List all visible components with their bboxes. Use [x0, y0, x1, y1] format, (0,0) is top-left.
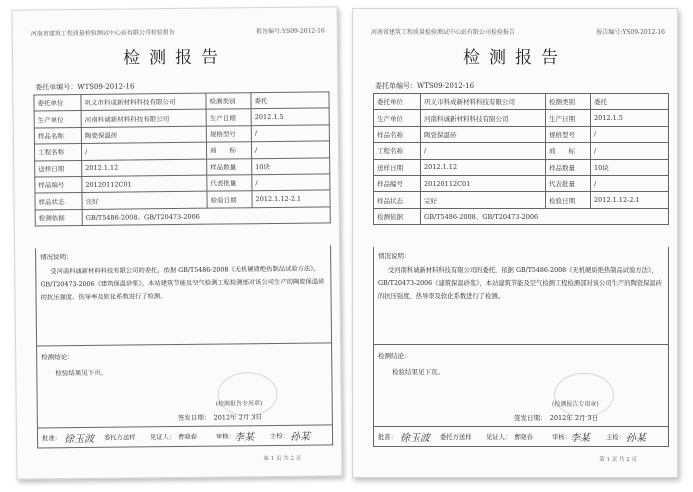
description-section	[35, 245, 332, 346]
info-table	[33, 91, 330, 226]
field-label: 检测类别	[206, 93, 251, 110]
report-number: 报告编号:YS09-2012-16	[596, 29, 665, 36]
field-label: 样品状态	[35, 193, 82, 210]
field-label: 生产日期	[206, 109, 251, 126]
audit-signature: 李某	[233, 432, 255, 444]
audit-label: 审核：	[552, 434, 571, 441]
field-value: 完好	[82, 192, 207, 210]
field-value: /	[591, 175, 669, 191]
field-label: 代表批量	[546, 175, 591, 191]
info-row	[374, 159, 669, 175]
field-value: 陶瓷保温砖	[421, 126, 546, 142]
field-label: 样品状态	[374, 192, 421, 208]
field-value: 2012.1.12-2.1	[252, 190, 330, 207]
description-text: 受河南科诚新材料科技有限公司的委托，依据 GB/T5486-2008《无机硬质绝热制品试验方法》、GB/T20473-2006《建筑保温砂浆》，本站建筑节能及空气检测工程检测部对该公司生产的陶瓷保温砖的抗压强度、热导率及软化系数进行了检测。	[378, 267, 662, 300]
conclusion-label: 检测结论：	[41, 353, 74, 362]
witness-label: 见证人：	[150, 434, 176, 442]
report-sheet-right	[352, 8, 678, 478]
field-value: 2012.1.12	[421, 159, 546, 175]
field-value: 2012.1.5	[251, 108, 329, 125]
field-label: 代表批量	[207, 175, 252, 192]
report-title: 检测报告	[463, 48, 567, 68]
page-footer: 第 1 页 共 2 页	[599, 457, 637, 463]
witness-name: 曹晓春	[178, 433, 197, 441]
field-label: 样品数量	[546, 159, 591, 175]
field-label: 样品编号	[374, 175, 421, 191]
field-value: 陶瓷保温砖	[81, 126, 206, 144]
check-label: 主检：	[606, 434, 625, 441]
basis-row	[374, 208, 669, 224]
client-label: 委托方送样	[104, 434, 136, 442]
info-row	[374, 126, 669, 142]
entrust-number: 委托单编号：WTS09-2012-16	[375, 82, 475, 90]
description-text: 受河南科诚新材料科技有限公司的委托，依据 GB/T5486-2008《无机硬质绝热制品试验方法》、GB/T20473-2006《建筑保温砂浆》，本站建筑节能及空气检测工程检测部对该公司生产的陶瓷保温砖的抗压强度、热导率及软化系数进行了检测。	[40, 265, 325, 302]
description-section	[373, 247, 669, 345]
check-label: 主检：	[269, 432, 289, 441]
field-label: 生产日期	[546, 110, 591, 126]
field-label: 样品名称	[34, 127, 81, 144]
field-label: 工程名称	[34, 144, 81, 161]
info-row	[374, 94, 669, 110]
field-value: 完好	[421, 192, 546, 208]
basis-value: GB/T5486-2008、GB/T20473-2006	[82, 207, 330, 226]
conclusion-section	[36, 343, 333, 428]
field-label: 生产单位	[34, 111, 81, 128]
report-header-left: 河南省建筑工程质量检验测试中心站有限公司检验报告	[371, 29, 516, 36]
field-label: 检验日期	[207, 191, 252, 208]
info-row	[374, 175, 669, 191]
field-value: 河南科诚新材料科技有限公司	[421, 110, 546, 126]
conclusion-label: 检测结论：	[378, 352, 411, 360]
field-value: 10块	[591, 159, 669, 175]
field-label: 商 标	[546, 143, 591, 159]
report-number: 报告编号:YS09-2012-16	[256, 27, 325, 36]
client-label: 委托方送样	[440, 434, 472, 441]
field-value: 2012.1.5	[591, 110, 669, 126]
field-value: 河南科诚新材料科技有限公司	[81, 110, 206, 128]
field-label: 检验日期	[546, 192, 591, 208]
stamp-seal	[554, 373, 614, 417]
check-signature: 孙某	[626, 433, 646, 444]
field-value: /	[421, 143, 546, 159]
field-label: 检测类别	[546, 94, 591, 110]
approve-label: 批准：	[42, 435, 61, 443]
info-table	[373, 93, 669, 225]
field-label: 送样日期	[374, 159, 421, 175]
page-footer: 第 1 页 共 2 页	[263, 455, 302, 463]
field-value: 巩义市科成新材料科技有限公司	[421, 94, 546, 110]
stamp-seal	[217, 372, 277, 417]
field-value: 20120112C01	[421, 175, 546, 191]
field-value: /	[252, 174, 330, 191]
stamp-caption: (检测报告专用章)	[215, 400, 263, 408]
field-label: 委托单位	[374, 94, 421, 110]
report-sheet-left	[12, 6, 343, 479]
field-value: 2012.1.12-2.1	[591, 192, 669, 208]
field-label: 工程名称	[374, 143, 421, 159]
field-label: 样品编号	[35, 176, 82, 193]
description-label: 情况说明：	[40, 253, 73, 262]
field-label: 规格型号	[546, 126, 591, 142]
basis-row	[35, 207, 330, 226]
approve-label: 批准：	[378, 434, 397, 441]
audit-signature: 李某	[570, 433, 590, 444]
field-label: 送样日期	[35, 160, 82, 177]
field-value: 委托	[251, 92, 329, 109]
field-value: /	[81, 142, 206, 160]
report-title: 检测报告	[122, 47, 228, 69]
info-row	[374, 192, 669, 208]
field-value: 20120112C01	[82, 175, 207, 193]
audit-label: 审核：	[215, 433, 235, 441]
issue-date: 签发日期： 2012年 2月 3日	[514, 414, 599, 422]
issue-date: 签发日期： 2012年 2月 3日	[177, 413, 263, 423]
description-label: 情况说明：	[378, 252, 411, 260]
stamp-caption: (检测报告专用章)	[552, 401, 599, 408]
field-value: /	[591, 126, 669, 142]
field-label: 商 标	[206, 142, 251, 159]
field-value: /	[251, 125, 329, 142]
signature-row	[37, 425, 333, 448]
field-value: /	[251, 141, 329, 158]
field-label: 样品数量	[207, 158, 252, 175]
basis-label: 检测依据	[35, 209, 82, 226]
basis-label: 检测依据	[374, 208, 421, 224]
field-value: 委托	[591, 94, 669, 110]
check-signature: 孙某	[289, 431, 311, 443]
conclusion-section	[373, 345, 669, 427]
field-label: 样品名称	[374, 126, 421, 142]
approve-signature: 徐玉波	[63, 433, 95, 446]
basis-value: GB/T5486-2008、GB/T20473-2006	[421, 208, 669, 224]
entrust-number: 委托单编号：WTS09-2012-16	[35, 82, 135, 92]
field-label: 生产单位	[374, 110, 421, 126]
info-row	[374, 110, 669, 126]
conclusion-text: 检验结果见下页。	[392, 368, 444, 376]
report-header-left: 河南省建筑工程质量检验测试中心站有限公司检验报告	[30, 29, 175, 38]
witness-name: 曹晓春	[514, 434, 533, 441]
field-label: 委托单位	[34, 94, 81, 111]
field-value: /	[591, 143, 669, 159]
field-value: 巩义市科成新材料科技有限公司	[81, 93, 206, 111]
field-value: 10块	[252, 157, 330, 174]
info-row	[374, 143, 669, 159]
signature-row	[373, 427, 669, 447]
approve-signature: 徐玉波	[400, 433, 430, 444]
conclusion-text: 检验结果见下页。	[55, 368, 108, 378]
witness-label: 见证人：	[486, 434, 512, 441]
field-label: 规格型号	[206, 125, 251, 142]
field-value: 2012.1.12	[82, 159, 207, 177]
